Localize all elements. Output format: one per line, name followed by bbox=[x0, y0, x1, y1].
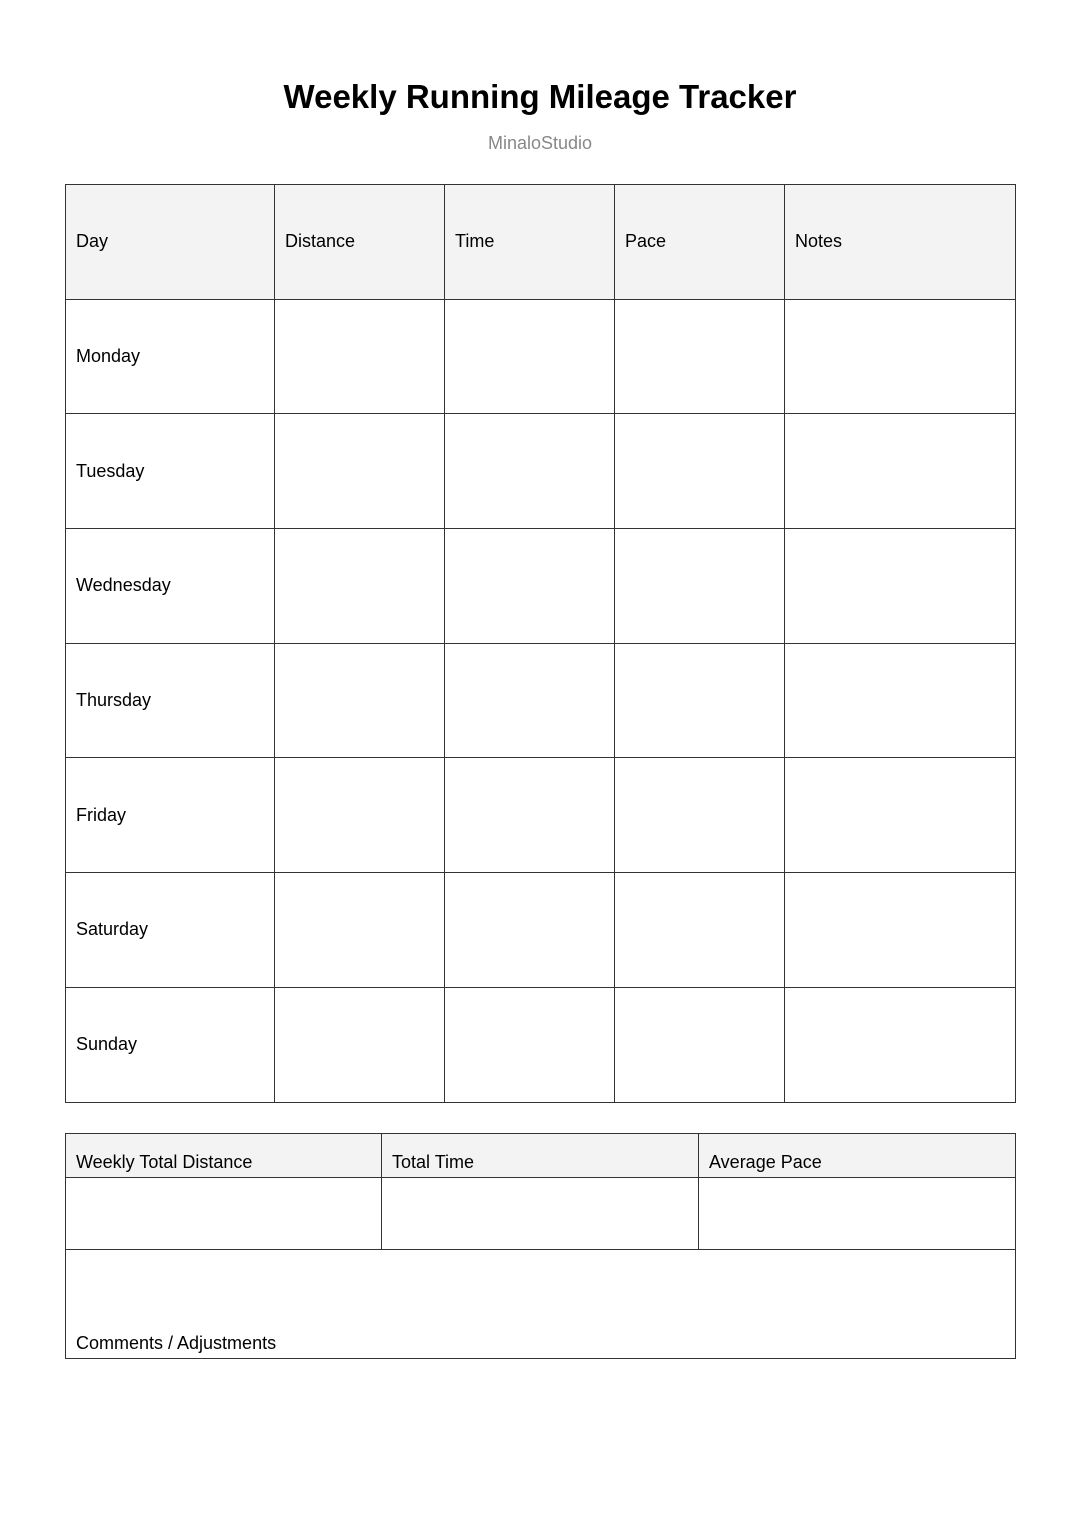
summary-header-row bbox=[66, 1134, 1016, 1178]
pace-cell[interactable] bbox=[615, 987, 785, 1102]
column-header-day: Day bbox=[66, 185, 275, 300]
distance-cell[interactable] bbox=[275, 414, 445, 529]
pace-cell[interactable] bbox=[615, 643, 785, 758]
time-cell[interactable] bbox=[445, 873, 615, 988]
pace-cell[interactable] bbox=[615, 873, 785, 988]
notes-cell[interactable] bbox=[785, 758, 1016, 873]
time-cell[interactable] bbox=[445, 987, 615, 1102]
distance-cell[interactable] bbox=[275, 643, 445, 758]
notes-cell[interactable] bbox=[785, 414, 1016, 529]
day-label: Friday bbox=[66, 758, 275, 873]
time-cell[interactable] bbox=[445, 643, 615, 758]
distance-cell[interactable] bbox=[275, 299, 445, 414]
distance-cell[interactable] bbox=[275, 758, 445, 873]
comments-row bbox=[66, 1250, 1016, 1359]
pace-cell[interactable] bbox=[615, 529, 785, 644]
day-label: Sunday bbox=[66, 987, 275, 1102]
day-label: Wednesday bbox=[66, 529, 275, 644]
table-row bbox=[66, 299, 1016, 414]
table-row bbox=[66, 873, 1016, 988]
pace-cell[interactable] bbox=[615, 758, 785, 873]
time-cell[interactable] bbox=[445, 758, 615, 873]
pace-cell[interactable] bbox=[615, 299, 785, 414]
column-header-distance: Distance bbox=[275, 185, 445, 300]
notes-cell[interactable] bbox=[785, 987, 1016, 1102]
weekly-summary-table bbox=[65, 1133, 1016, 1359]
day-label: Tuesday bbox=[66, 414, 275, 529]
comments-adjustments-cell[interactable] bbox=[66, 1250, 1016, 1359]
time-cell[interactable] bbox=[445, 529, 615, 644]
time-cell[interactable] bbox=[445, 414, 615, 529]
page-title: Weekly Running Mileage Tracker bbox=[283, 78, 797, 115]
weekly-total-distance-cell[interactable] bbox=[66, 1178, 382, 1250]
day-label: Monday bbox=[66, 299, 275, 414]
total-time-cell[interactable] bbox=[382, 1178, 699, 1250]
summary-value-row bbox=[66, 1178, 1016, 1250]
distance-cell[interactable] bbox=[275, 529, 445, 644]
weekly-log-table bbox=[65, 184, 1016, 1103]
distance-cell[interactable] bbox=[275, 987, 445, 1102]
day-label: Thursday bbox=[66, 643, 275, 758]
column-header-average-pace: Average Pace bbox=[699, 1134, 1016, 1178]
notes-cell[interactable] bbox=[785, 529, 1016, 644]
column-header-total-time: Total Time bbox=[382, 1134, 699, 1178]
day-label: Saturday bbox=[66, 873, 275, 988]
distance-cell[interactable] bbox=[275, 873, 445, 988]
table-row bbox=[66, 987, 1016, 1102]
notes-cell[interactable] bbox=[785, 299, 1016, 414]
notes-cell[interactable] bbox=[785, 643, 1016, 758]
pace-cell[interactable] bbox=[615, 414, 785, 529]
table-row bbox=[66, 529, 1016, 644]
table-row bbox=[66, 758, 1016, 873]
column-header-notes: Notes bbox=[785, 185, 1016, 300]
table-row bbox=[66, 643, 1016, 758]
notes-cell[interactable] bbox=[785, 873, 1016, 988]
page-subtitle: MinaloStudio bbox=[487, 133, 593, 153]
column-header-pace: Pace bbox=[615, 185, 785, 300]
table-header-row bbox=[66, 185, 1016, 300]
comments-label: Comments / Adjustments bbox=[76, 1333, 277, 1353]
table-row bbox=[66, 414, 1016, 529]
column-header-time: Time bbox=[445, 185, 615, 300]
average-pace-cell[interactable] bbox=[699, 1178, 1016, 1250]
time-cell[interactable] bbox=[445, 299, 615, 414]
column-header-weekly-total-distance: Weekly Total Distance bbox=[66, 1134, 382, 1178]
